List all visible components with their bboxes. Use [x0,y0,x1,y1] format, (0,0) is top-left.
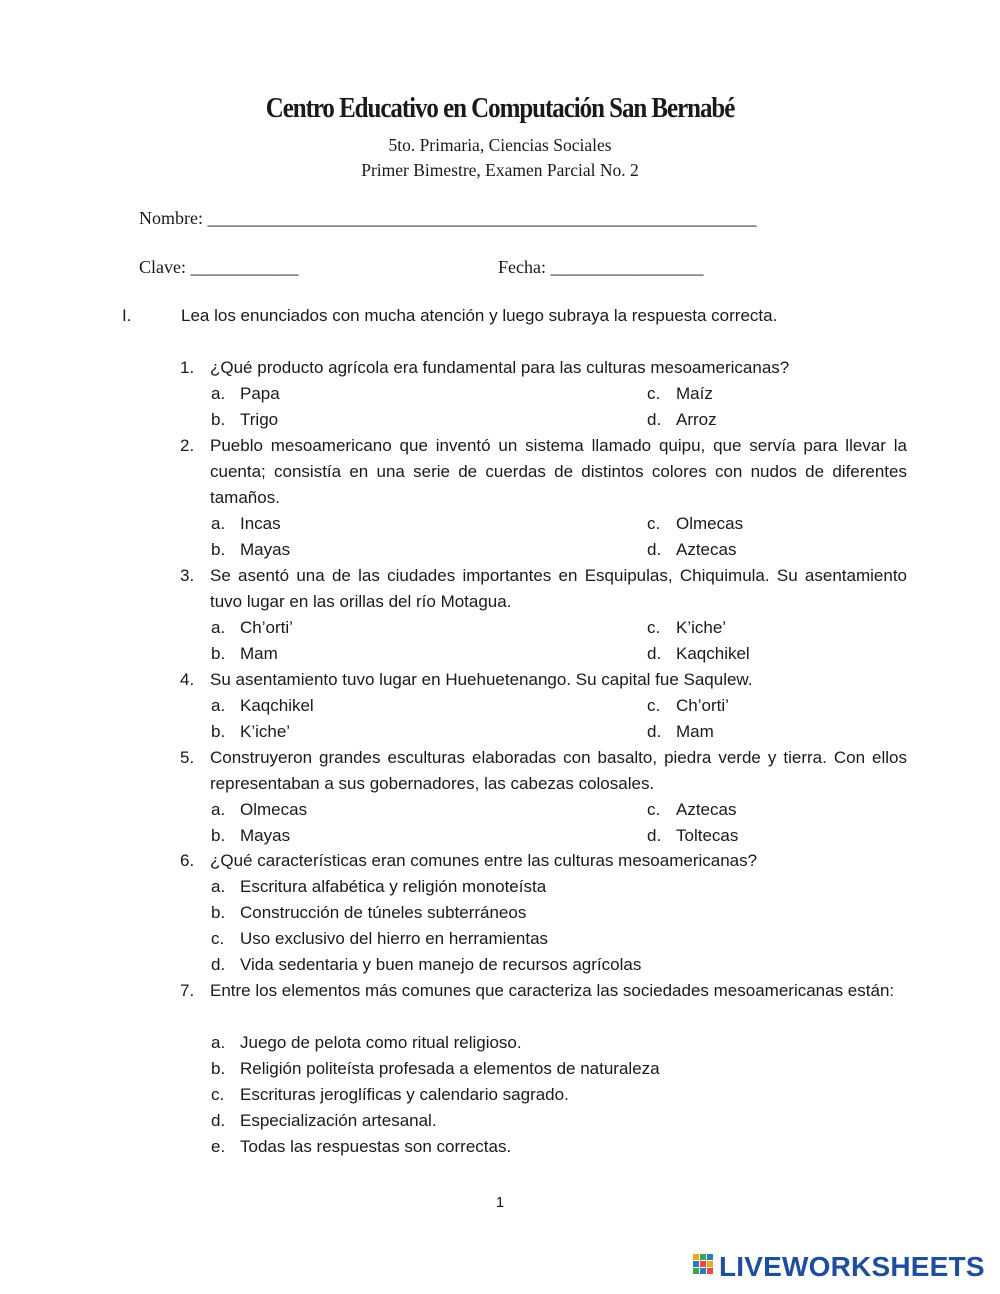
option-3d[interactable]: d. Kaqchikel [647,644,750,663]
question-number: 4. [180,670,195,689]
question-text: ¿Qué producto agrícola era fundamental para las culturas mesoamericanas? [210,358,790,377]
option-7a[interactable]: a. Juego de pelota como ritual religioso. [211,1033,522,1052]
question-text: ¿Qué características eran comunes entre las culturas mesoamericanas? [210,851,758,870]
exam-title: Primer Bimestre, Examen Parcial No. 2 [361,160,639,180]
option-4d[interactable]: d. Mam [647,722,714,741]
option-5b[interactable]: b. Mayas [211,826,291,845]
option-4c[interactable]: c. Ch’orti’ [647,696,729,715]
question-text: Pueblo mesoamericano que inventó un sistema llamado quipu, que servía para llevar la cuenta; consistía en una serie de cuerdas de distintos colores con nudos de diferentes tamaños. [210,436,907,507]
question-number: 3. [180,566,195,585]
question-number: 2. [180,436,195,455]
option-1b[interactable]: b. Trigo [211,410,279,429]
question-text: Se asentó una de las ciudades importantes en Esquipulas, Chiquimula. Su asentamiento tuvo lugar en las orillas del río Motagua. [210,566,907,611]
option-2a[interactable]: a. Incas [211,514,281,533]
question-number: 6. [180,851,195,870]
option-3c[interactable]: c. K’iche’ [647,618,727,637]
liveworksheets-brand: LIVEWORKSHEETS [719,1251,985,1282]
name-field[interactable] [139,208,756,229]
section-instruction: Lea los enunciados con mucha atención y luego subraya la respuesta correcta. [181,306,778,325]
option-6b[interactable]: b. Construcción de túneles subterráneos [211,903,527,922]
clave-line[interactable]: ____________ [190,257,299,277]
question-number: 1. [180,358,195,377]
question-text: Entre los elementos más comunes que caracteriza las sociedades mesoamericanas están: [210,981,895,1000]
liveworksheets-grid-icon [693,1254,715,1280]
option-2b[interactable]: b. Mayas [211,540,291,559]
option-2c[interactable]: c. Olmecas [647,514,744,533]
option-5c[interactable]: c. Aztecas [647,800,737,819]
option-3a[interactable]: a. Ch’orti’ [211,618,293,637]
option-1a[interactable]: a. Papa [211,384,280,403]
school-title: Centro Educativo en Computación San Bernabé [265,92,735,124]
fecha-label: Fecha: [498,257,546,277]
question-text: Construyeron grandes esculturas elaboradas con basalto, piedra verde y tierra. Con ellos representaban a sus gobernadores, las cabezas colosales. [210,748,907,793]
page-number: 1 [495,1194,505,1211]
section-numeral: I. [122,306,132,325]
option-5d[interactable]: d. Toltecas [647,826,739,845]
option-7c[interactable]: c. Escrituras jeroglíficas y calendario sagrado. [211,1085,569,1104]
question-text: Su asentamiento tuvo lugar en Huehuetenango. Su capital fue Saqulew. [210,670,753,689]
option-1d[interactable]: d. Arroz [647,410,717,429]
clave-label: Clave: [139,257,186,277]
option-1c[interactable]: c. Maíz [647,384,713,403]
option-4b[interactable]: b. K’iche’ [211,722,291,741]
question-number: 7. [180,981,195,1000]
grade-subject: 5to. Primaria, Ciencias Sociales [388,135,612,155]
option-2d[interactable]: d. Aztecas [647,540,737,559]
name-label: Nombre: [139,208,203,228]
option-5a[interactable]: a. Olmecas [211,800,308,819]
option-3b[interactable]: b. Mam [211,644,278,663]
fecha-line[interactable]: _________________ [550,257,704,277]
option-6d[interactable]: d. Vida sedentaria y buen manejo de recursos agrícolas [211,955,642,974]
option-7e[interactable]: e. Todas las respuestas son correctas. [211,1137,512,1156]
name-line[interactable]: _____________________________________________________________ [207,208,757,228]
option-7b[interactable]: b. Religión politeísta profesada a elementos de naturaleza [211,1059,660,1078]
option-4a[interactable]: a. Kaqchikel [211,696,314,715]
fecha-field[interactable] [498,257,703,278]
option-6c[interactable]: c. Uso exclusivo del hierro en herramientas [211,929,549,948]
option-6a[interactable]: a. Escritura alfabética y religión monoteísta [211,877,547,896]
question-number: 5. [180,748,195,767]
clave-field[interactable] [139,257,299,278]
option-7d[interactable]: d. Especialización artesanal. [211,1111,437,1130]
